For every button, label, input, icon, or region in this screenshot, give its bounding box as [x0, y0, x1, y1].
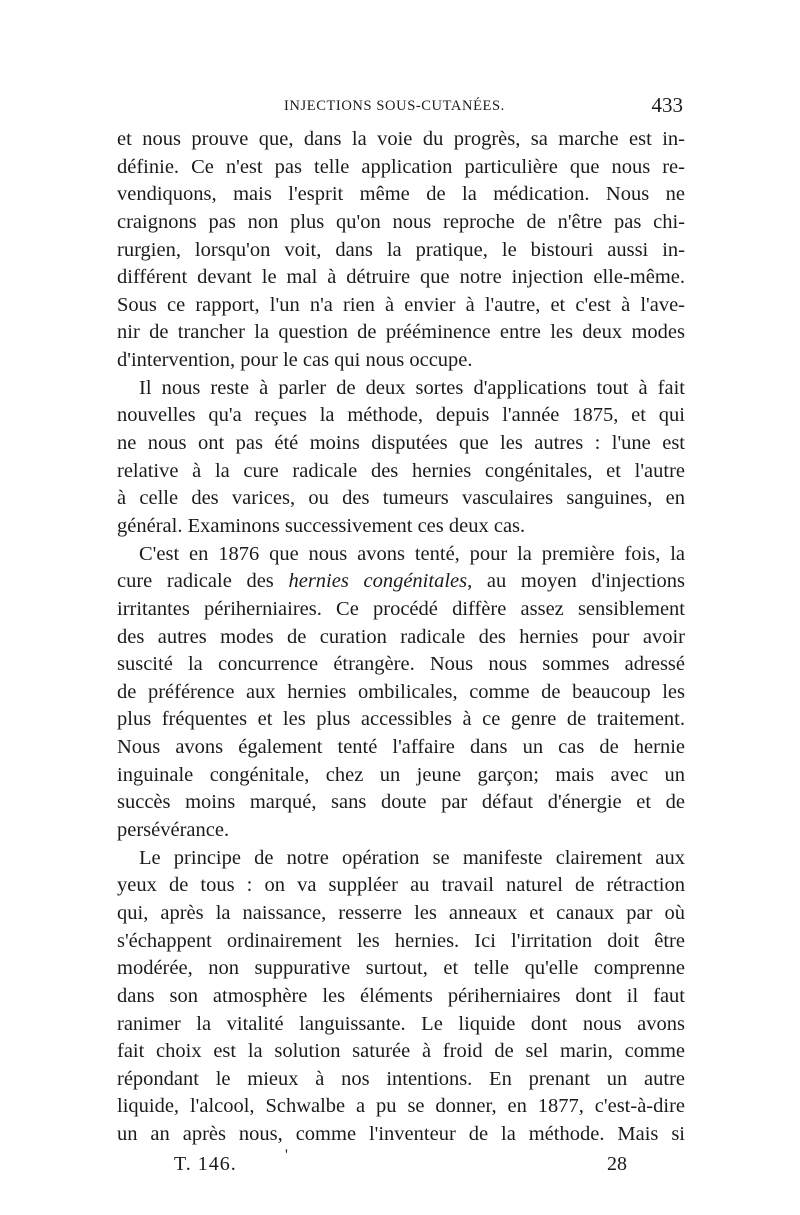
text-line: relative à la cure radicale des hernies congénitales, et l'autre [117, 459, 685, 482]
page-number: 433 [651, 93, 683, 117]
text-line: irritantes périherniaires. Ce procédé diffère assez sensiblement [117, 597, 685, 620]
text-line: d'intervention, pour le cas qui nous occupe. [117, 349, 473, 372]
running-head [117, 92, 685, 126]
text-line: différent devant le mal à détruire que notre injection elle-même. [117, 266, 685, 289]
text-line: Le principe de notre opération se manifeste clairement aux [139, 846, 685, 869]
text-line: inguinale congénitale, chez un jeune garçon; mais avec un [117, 763, 685, 786]
book-page [117, 92, 685, 1183]
text-line: qui, après la naissance, resserre les anneaux et canaux par où [117, 901, 685, 924]
text-line: dans son atmosphère les éléments périherniaires dont il faut [117, 984, 685, 1007]
text-line: et nous prouve que, dans la voie du progrès, sa marche est in- [117, 128, 685, 150]
text-line: C'est en 1876 que nous avons tenté, pour la première fois, la [139, 542, 685, 565]
text-line: liquide, l'alcool, Schwalbe a pu se donner, en 1877, c'est-à-dire [117, 1095, 685, 1118]
text-line: plus fréquentes et les plus accessibles à ce genre de traitement. [117, 708, 685, 731]
text-line: suscité la concurrence étrangère. Nous nous sommes adressé [117, 653, 685, 676]
text-line: ne nous ont pas été moins disputées que les autres : l'une est [117, 432, 685, 455]
text-line: craignons pas non plus qu'on nous reproche de n'être pas chi- [117, 210, 685, 233]
text-line: répondant le mieux à nos intentions. En prenant un autre [117, 1067, 685, 1090]
text-line: vendiquons, mais l'esprit même de la médication. Nous ne [117, 183, 685, 206]
text-line: fait choix est la solution saturée à froid de sel marin, comme [117, 1040, 685, 1063]
text-line: rurgien, lorsqu'on voit, dans la pratique, le bistouri aussi in- [117, 238, 685, 261]
text-line: Nous avons également tenté l'affaire dans un cas de hernie [117, 736, 685, 759]
italic-term: hernies congénitales [288, 570, 468, 593]
text-line: définie. Ce n'est pas telle application particulière que nous re- [117, 155, 685, 178]
text-line: de préférence aux hernies ombilicales, comme de beaucoup les [117, 680, 685, 703]
text-fragment: cure radicale des [117, 570, 289, 593]
text-line: des autres modes de curation radicale des hernies pour avoir [117, 625, 685, 648]
text-line: Il nous reste à parler de deux sortes d'applications tout à fait [139, 376, 685, 399]
text-line: succès moins marqué, sans doute par défaut d'énergie et de [117, 791, 685, 814]
running-title: INJECTIONS SOUS-CUTANÉES. [284, 98, 505, 114]
text-line: général. Examinons successivement ces deux cas. [117, 514, 526, 537]
sheet-number: 28 [607, 1152, 627, 1175]
signature-mark: T. 146. [174, 1152, 237, 1175]
text-line [117, 568, 685, 596]
text-line: Sous ce rapport, l'un n'a rien à envier à l'autre, et c'est à l'ave- [117, 293, 685, 316]
text-line: yeux de tous : on va suppléer au travail naturel de rétraction [117, 874, 685, 897]
text-line: ranimer la vitalité languissante. Le liquide dont nous avons [117, 1012, 685, 1035]
text-line: s'échappent ordinairement les hernies. Ici l'irritation doit être [117, 929, 685, 952]
text-line: nir de trancher la question de prééminence entre les deux modes [117, 321, 685, 344]
text-line: nouvelles qu'a reçues la méthode, depuis l'année 1875, et qui [117, 404, 685, 427]
page-footer [117, 1146, 685, 1183]
text-line: à celle des varices, ou des tumeurs vasculaires sanguines, en [117, 487, 685, 510]
printer-mark: ' [285, 1146, 288, 1164]
text-line: persévérance. [117, 819, 230, 842]
text-fragment: , au moyen d'injections [467, 570, 686, 593]
text-line: modérée, non suppurative surtout, et telle qu'elle comprenne [117, 957, 685, 980]
text-line: un an après nous, comme l'inventeur de la méthode. Mais si [117, 1123, 685, 1146]
body-text [117, 126, 685, 1149]
